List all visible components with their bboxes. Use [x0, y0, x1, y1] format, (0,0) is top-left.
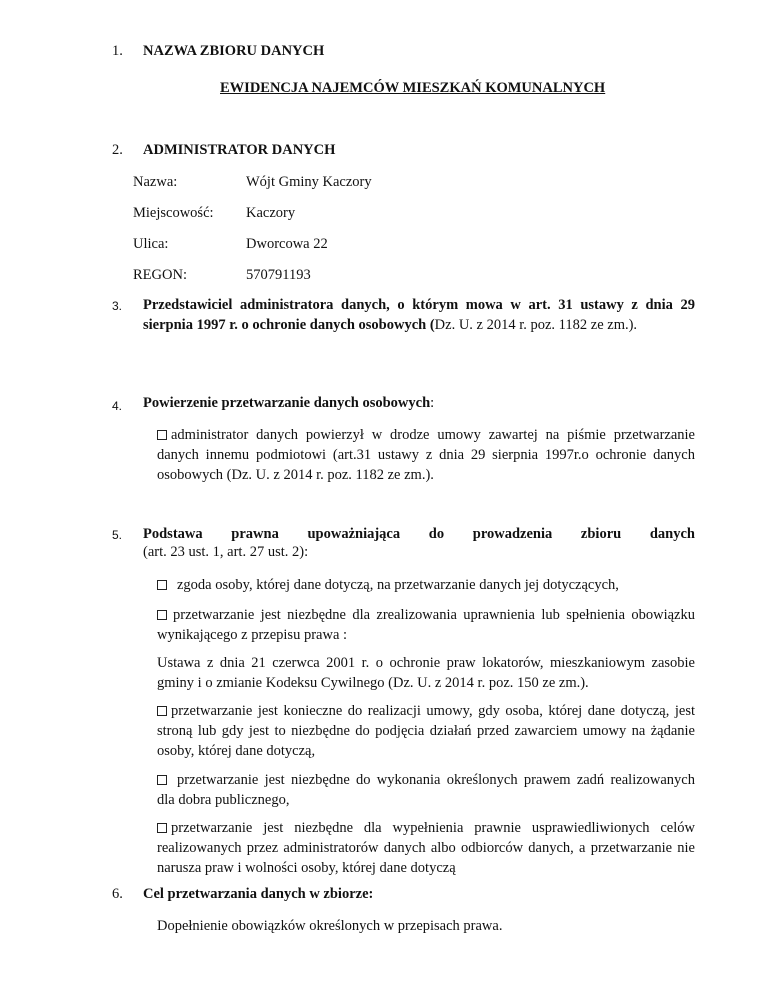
- basis-option-3-text: przetwarzanie jest konieczne do realizacji umowy, gdy osoba, której dane dotyczą, jest stroną lub gdy jest to niezbędne do podjęcia działań przed zawarciem umowy na żądanie osoby, której dane dotyczą,: [157, 703, 695, 759]
- basis-checkbox-1[interactable]: [157, 580, 167, 590]
- basis-checkbox-4[interactable]: [157, 775, 167, 785]
- outsourcing-checkbox[interactable]: [157, 430, 167, 440]
- section-4-number: 4.: [112, 399, 123, 413]
- section-1-heading: NAZWA ZBIORU DANYCH: [143, 43, 325, 59]
- section-3-number: 3.: [112, 299, 123, 313]
- basis-option-2-text: przetwarzanie jest niezbędne dla zrealizowania uprawnienia lub spełnienia obowiązku wynikającego z przepisu prawa :: [157, 607, 695, 643]
- basis-option-4-text: przetwarzanie jest niezbędne do wykonania określonych prawem zadń realizowanych dla dobra publicznego,: [157, 772, 695, 808]
- section-5-subheading: (art. 23 ust. 1, art. 27 ust. 2):: [143, 544, 309, 560]
- law-reference: Ustawa z dnia 21 czerwca 2001 r. o ochronie praw lokatorów, mieszkaniowym zasobie gminy i o zmianie Kodeksu Cywilnego (Dz. U. z 2014 r. poz. 150 ze zm.).: [157, 655, 695, 691]
- section-6-text: Dopełnienie obowiązków określonych w przepisach prawa.: [157, 918, 503, 934]
- basis-option-5: [157, 818, 695, 878]
- basis-option-4: [157, 770, 695, 810]
- section-5-heading: Podstawa prawna upoważniająca do prowadzenia zbioru danych: [143, 526, 695, 542]
- basis-option-5-text: przetwarzanie jest niezbędne dla wypełnienia prawnie usprawiedliwionych celów realizowanych przez administratorów danych albo odbiorców danych, a przetwarzanie nie narusza praw i wolności osoby, której dane dotyczą: [157, 820, 695, 876]
- section-4-heading-line: [143, 395, 434, 412]
- section-3-normal: Dz. U. z 2014 r. poz. 1182 ze zm.).: [434, 317, 638, 333]
- basis-option-1-text: zgoda osoby, której dane dotyczą, na przetwarzanie danych jej dotyczących,: [177, 577, 619, 593]
- basis-checkbox-5[interactable]: [157, 823, 167, 833]
- admin-name-label: Nazwa:: [133, 174, 178, 190]
- section-2-number: 2.: [112, 142, 123, 158]
- admin-street-label: Ulica:: [133, 236, 169, 252]
- admin-city-label: Miejscowość:: [133, 205, 214, 221]
- basis-checkbox-2[interactable]: [157, 610, 167, 620]
- dataset-title: EWIDENCJA NAJEMCÓW MIESZKAŃ KOMUNALNYCH: [220, 80, 606, 96]
- section-6-number: 6.: [112, 886, 123, 902]
- section-4-option: [157, 425, 695, 485]
- admin-regon-value: 570791193: [246, 267, 311, 283]
- section-4-option-text: administrator danych powierzył w drodze umowy zawartej na piśmie przetwarzanie danych innemu podmiotowi (art.31 ustawy z dnia 29 sierpnia 1997r.o ochronie danych osobowych (Dz. U. z 2014 r. poz. 1182 ze zm.).: [157, 427, 695, 483]
- section-1-number: 1.: [112, 43, 123, 59]
- admin-regon-label: REGON:: [133, 267, 187, 283]
- basis-option-2: [157, 605, 695, 645]
- section-6-heading: Cel przetwarzania danych w zbiorze:: [143, 886, 374, 902]
- admin-street-value: Dworcowa 22: [246, 236, 328, 252]
- admin-city-value: Kaczory: [246, 205, 296, 221]
- section-4-heading: Powierzenie przetwarzanie danych osobowych: [143, 395, 431, 411]
- basis-option-3: [157, 701, 695, 761]
- section-3-text: [143, 295, 695, 335]
- admin-name-value: Wójt Gminy Kaczory: [246, 174, 372, 190]
- basis-option-1: [157, 575, 695, 595]
- section-5-number: 5.: [112, 528, 123, 542]
- section-3-bold: Przedstawiciel administratora danych, o którym mowa w art. 31 ustawy z dnia 29 sierpnia 1997 r. o ochronie danych osobowych (: [143, 297, 695, 333]
- section-2-heading: ADMINISTRATOR DANYCH: [143, 142, 336, 158]
- section-4-colon: :: [430, 395, 435, 411]
- basis-checkbox-3[interactable]: [157, 706, 167, 716]
